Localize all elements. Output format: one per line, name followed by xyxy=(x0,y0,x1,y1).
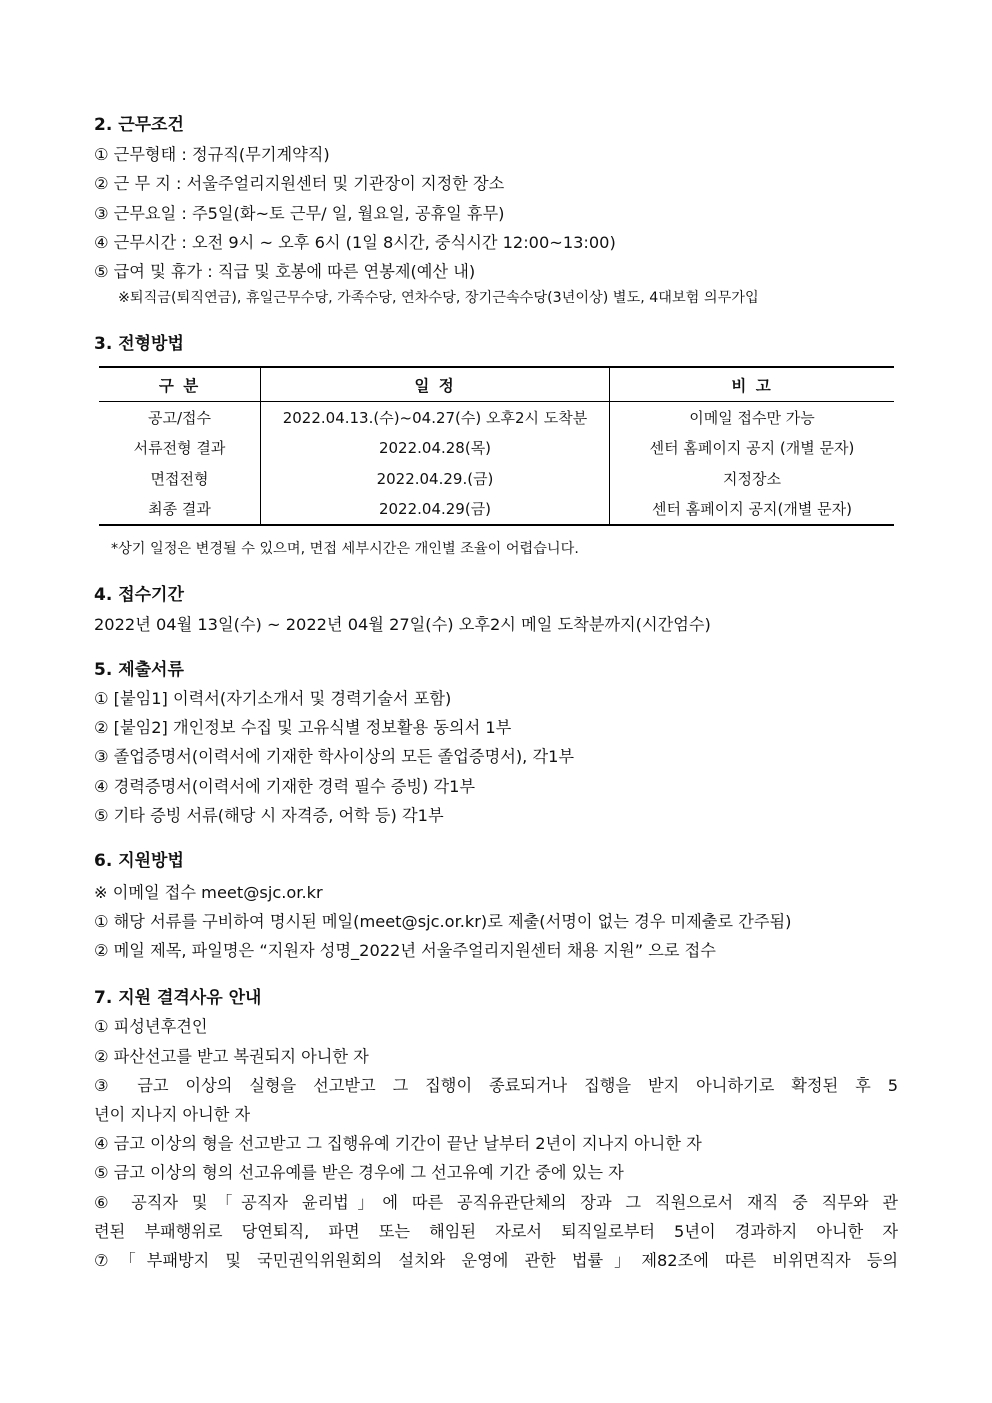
table-cell-remarks: 지정장소 xyxy=(723,469,781,488)
document-item: ① [붙임1] 이력서(자기소개서 및 경력기술서 포함) xyxy=(94,689,452,708)
disqualification-item: ⑥ 공직자 및「공직자 윤리법」에 따른 공직유관단체의 장과 그 직원으로서 재직 중 직무와 관 xyxy=(94,1193,898,1212)
disqualification-item: ① 피성년후견인 xyxy=(94,1017,208,1036)
disqualification-item: ⑦「부패방지 및 국민권익위원회의 설치와 운영에 관한 법률」제82조에 따른 비위면직자 등의 xyxy=(94,1251,898,1270)
disqualification-item: ④ 금고 이상의 형을 선고받고 그 집행유예 기간이 끝난 날부터 2년이 지나지 아니한 자 xyxy=(94,1134,702,1153)
disqualification-item-continued: 련된 부패행위로 당연퇴직, 파면 또는 해임된 자로서 퇴직일로부터 5년이 경과하지 아니한 자 xyxy=(94,1222,898,1241)
table-cell-category: 최종 결과 xyxy=(99,494,261,526)
selection-schedule-table xyxy=(99,366,894,526)
table-cell-schedule: 2022.04.28(목) xyxy=(261,433,610,464)
work-condition-salary: ⑤ 급여 및 휴가 : 직급 및 호봉에 따른 연봉제(예산 내) xyxy=(94,262,476,281)
apply-email-note: ※ 이메일 접수 meet@sjc.or.kr xyxy=(94,883,323,902)
disqualification-item: ⑤ 금고 이상의 형의 선고유예를 받은 경우에 그 선고유예 기간 중에 있는 자 xyxy=(94,1163,624,1182)
table-cell-schedule: 2022.04.29(금) xyxy=(261,494,610,526)
document-item: ④ 경력증명서(이력서에 기재한 경력 필수 증빙) 각1부 xyxy=(94,777,476,796)
table-cell-schedule: 2022.04.29.(금) xyxy=(261,463,610,494)
disqualification-item: ③ 금고 이상의 실형을 선고받고 그 집행이 종료되거나 집행을 받지 아니하기로 확정된 후 5 xyxy=(94,1076,898,1095)
table-cell-category: 공고/접수 xyxy=(99,402,261,433)
section-title-period: 4. 접수기간 xyxy=(94,585,184,605)
table-cell-schedule: 2022.04.13.(수)~04.27(수) 오후2시 도착분 xyxy=(261,402,610,433)
table-cell-remarks: 이메일 접수만 가능 xyxy=(689,408,815,427)
apply-item: ① 해당 서류를 구비하여 명시된 메일(meet@sjc.or.kr)로 제출(서명이 없는 경우 미제출로 간주됨) xyxy=(94,912,792,931)
table-row xyxy=(99,494,894,526)
table-header-row xyxy=(99,367,894,402)
section-title-disqualification: 7. 지원 결격사유 안내 xyxy=(94,988,262,1008)
table-row xyxy=(99,402,894,433)
table-header-remarks: 비 고 xyxy=(610,367,895,402)
disqualification-item: ② 파산선고를 받고 복권되지 아니한 자 xyxy=(94,1047,369,1066)
application-period-text: 2022년 04월 13일(수) ~ 2022년 04월 27일(수) 오후2시 메일 도착분까지(시간엄수) xyxy=(94,615,711,634)
work-condition-type: ① 근무형태 : 정규직(무기계약직) xyxy=(94,145,330,164)
table-cell-remarks: 센터 홈페이지 공지 (개별 문자) xyxy=(649,439,855,458)
section-title-selection: 3. 전형방법 xyxy=(94,334,184,354)
table-row xyxy=(99,463,894,494)
table-cell-category: 서류전형 결과 xyxy=(99,433,261,464)
table-header-category: 구 분 xyxy=(99,367,261,402)
selection-note: *상기 일정은 변경될 수 있으며, 면접 세부시간은 개인별 조율이 어렵습니다. xyxy=(111,541,579,557)
apply-item: ② 메일 제목, 파일명은 “지원자 성명_2022년 서울주얼리지원센터 채용 지원” 으로 접수 xyxy=(94,941,716,960)
section-title-apply: 6. 지원방법 xyxy=(94,851,184,871)
document-item: ③ 졸업증명서(이력서에 기재한 학사이상의 모든 졸업증명서), 각1부 xyxy=(94,747,575,766)
table-row xyxy=(99,433,894,464)
section-title-documents: 5. 제출서류 xyxy=(94,660,184,680)
work-condition-location: ② 근 무 지 : 서울주얼리지원센터 및 기관장이 지정한 장소 xyxy=(94,174,505,193)
table-header-schedule: 일 정 xyxy=(261,367,610,402)
work-condition-days: ③ 근무요일 : 주5일(화~토 근무/ 일, 월요일, 공휴일 휴무) xyxy=(94,204,505,223)
work-condition-note: ※퇴직금(퇴직연금), 휴일근무수당, 가족수당, 연차수당, 장기근속수당(3년이상) 별도, 4대보험 의무가입 xyxy=(118,290,759,306)
work-condition-hours: ④ 근무시간 : 오전 9시 ~ 오후 6시 (1일 8시간, 중식시간 12:00~13:00) xyxy=(94,233,616,252)
table-cell-remarks: 센터 홈페이지 공지(개별 문자) xyxy=(610,494,895,526)
document-item: ⑤ 기타 증빙 서류(해당 시 자격증, 어학 등) 각1부 xyxy=(94,806,444,825)
section-title-work-conditions: 2. 근무조건 xyxy=(94,115,184,135)
disqualification-item-continued: 년이 지나지 아니한 자 xyxy=(94,1105,251,1124)
table-cell-category: 면접전형 xyxy=(99,463,261,494)
document-item: ② [붙임2] 개인정보 수집 및 고유식별 정보활용 동의서 1부 xyxy=(94,718,512,737)
